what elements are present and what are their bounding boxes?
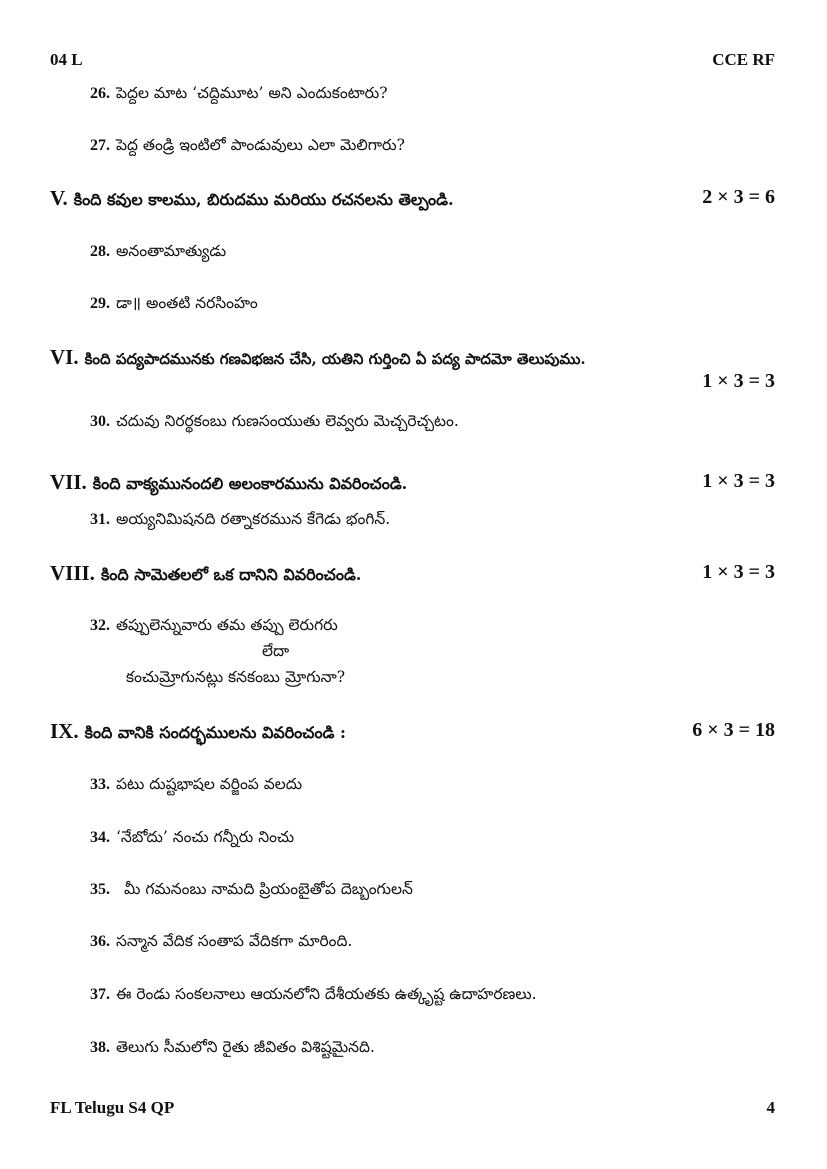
footer-paper-code: FL Telugu S4 QP xyxy=(50,1098,175,1117)
section-number: VIII. xyxy=(50,561,95,585)
question-text: పెద్దల మాట ‘చద్దిమూట’ అని ఎందుకంటారు? xyxy=(116,84,388,102)
question-27 xyxy=(90,136,405,158)
question-text: ‘నేబోదు’ నంచు గన్నీరు నించు xyxy=(116,828,295,846)
page-number: 4 xyxy=(766,1098,775,1117)
question-38 xyxy=(90,1038,375,1060)
section-v-heading xyxy=(50,186,454,213)
proverb-line-1: తప్పులెన్నువారు తమ తప్పు లెరుగరు xyxy=(116,616,338,634)
section-vi-marks: 1 × 3 = 3 xyxy=(702,370,775,392)
question-text: పటు దుష్టభాషల వర్జింప వలదు xyxy=(116,775,303,793)
question-number: 34. xyxy=(90,829,110,846)
question-number: 27. xyxy=(90,137,110,154)
section-vi-heading xyxy=(50,345,586,372)
section-number: VII. xyxy=(50,470,87,494)
question-number: 35. xyxy=(90,881,110,898)
question-29 xyxy=(90,294,258,316)
question-text: తెలుగు సీమలోని రైతు జీవితం విశిష్టమైనది. xyxy=(116,1038,375,1056)
question-text: అయ్యనిమిషనది రత్నాకరమున కేగెడు భంగిన్. xyxy=(116,510,391,528)
question-text: పెద్ద తండ్రి ఇంటిలో పాండువులు ఎలా మెలిగారు? xyxy=(116,136,405,154)
question-text: మీ గమనంబు నామది ప్రియంబైతోప దెబ్బంగులన్ xyxy=(124,880,413,898)
section-title: కింది వాక్యమునందలి అలంకారమును వివరించండి. xyxy=(92,474,408,493)
section-title: కింది సామెతలలో ఒక దానిని వివరించండి. xyxy=(100,565,362,584)
question-31 xyxy=(90,510,390,532)
header-code-left: 04 L xyxy=(50,50,83,69)
question-32 xyxy=(90,616,338,638)
section-vii-heading xyxy=(50,470,407,497)
question-text: సన్మాన వేదిక సంతాప వేదికగా మారింది. xyxy=(116,932,353,950)
question-number: 32. xyxy=(90,617,110,634)
question-34 xyxy=(90,828,294,850)
section-ix-marks: 6 × 3 = 18 xyxy=(692,719,775,741)
section-title: కింది వానికి సందర్భములను వివరించండి : xyxy=(84,723,346,742)
question-number: 38. xyxy=(90,1039,110,1056)
section-title: కింది పద్యపాదమునకు గణవిభజన చేసి, యతిని గుర్తించి ఏ పద్య పాదమో తెలుపుము. xyxy=(84,350,586,368)
question-number: 36. xyxy=(90,933,110,950)
question-36 xyxy=(90,932,352,954)
section-vii-marks: 1 × 3 = 3 xyxy=(702,470,775,492)
question-number: 31. xyxy=(90,511,110,528)
section-number: V. xyxy=(50,186,68,210)
section-v-marks: 2 × 3 = 6 xyxy=(702,186,775,208)
section-title: కింది కవుల కాలము, బిరుదము మరియు రచనలను తెల్పండి. xyxy=(73,190,454,209)
or-label: లేదా xyxy=(262,642,290,660)
header-code-right: CCE RF xyxy=(712,50,775,69)
question-text: అనంతామాత్యుడు xyxy=(116,242,227,260)
question-number: 30. xyxy=(90,413,110,430)
proverb-line-2: కంచుమ్రోగునట్లు కనకంబు మ్రోగునా? xyxy=(126,668,346,686)
question-number: 29. xyxy=(90,295,110,312)
question-28 xyxy=(90,242,226,264)
question-37 xyxy=(90,985,537,1007)
question-number: 26. xyxy=(90,85,110,102)
section-ix-heading xyxy=(50,719,346,746)
question-26 xyxy=(90,84,388,106)
question-number: 37. xyxy=(90,986,110,1003)
section-number: VI. xyxy=(50,345,79,369)
question-text: చదువు నిరర్థకంబు గుణసంయుతు లెవ్వరు మెచ్చరెచ్చటం. xyxy=(116,412,459,430)
section-viii-marks: 1 × 3 = 3 xyxy=(702,561,775,583)
question-number: 28. xyxy=(90,243,110,260)
question-text: డా॥ అంతటి నరసింహం xyxy=(116,294,258,312)
question-35 xyxy=(90,880,413,902)
question-number: 33. xyxy=(90,776,110,793)
question-30 xyxy=(90,412,459,434)
question-33 xyxy=(90,775,302,797)
section-viii-heading xyxy=(50,561,361,588)
question-text: ఈ రెండు సంకలనాలు ఆయనలోని దేశీయతకు ఉత్కృష్ట ఉదాహరణలు. xyxy=(116,985,537,1003)
section-number: IX. xyxy=(50,719,79,743)
